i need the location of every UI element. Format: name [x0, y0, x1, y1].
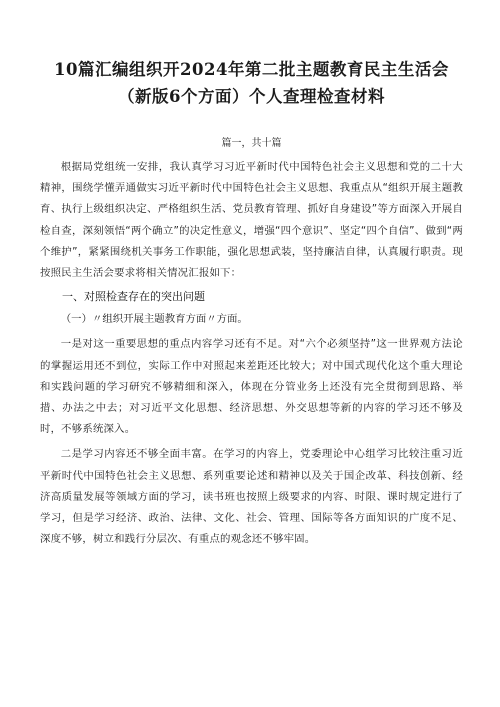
document-title: [40, 56, 463, 110]
article-label: 篇一，共十篇: [221, 138, 282, 149]
body-paragraph-1: 一是对这一重要思想的重点内容学习还有不足。对“六个必须坚持”这一世界观方法论的掌握运用还不到位，实际工作中对照起来差距还比较大；对中国式现代化这个重大理论和实践问题的学习研究不够精细和深入，体现在分管业务上还没有完全贯彻到思路、举措、办法之中去；对习近平文化思想、经济思想、外交思想等新的内容的学习还不够及时，不够系统深入。: [40, 338, 463, 436]
body-paragraph-2: 二是学习内容还不够全面丰富。在学习的内容上，党委理论中心组学习比较注重习近平新时代中国特色社会主义思想、系列重要论述和精神以及关于国企改革、科技创新、经济高质量发展等领域方面的学习，读书班也按照上级要求的内容、时限、课时规定进行了学习，但是学习经济、政治、法律、文化、社会、管理、国际等各方面知识的广度不足、深度不够，树立和践行分层次、有重点的观念还不够牢固。: [40, 448, 463, 546]
section-heading: 一、对照检查存在的突出问题: [62, 290, 205, 304]
intro-paragraph: 根据局党组统一安排，我认真学习习近平新时代中国特色社会主义思想和党的二十大精神，围绕学懂弄通做实习近平新时代中国特色社会主义思想、我重点从“组织开展主题教育、执行上级组织决定、严格组织生活、党员教育管理、抓好自身建设”等方面深入开展自检自查，深刻领悟“两个确立”的决定性意义，增强“四个意识”、坚定“四个自信”、做到“两个维护”，紧紧围绕机关事务工作职能，强化思想武装，坚持廉洁自律，认真履行职责。现按照民主生活会要求将相关情况汇报如下：: [40, 161, 463, 280]
subsection-heading: （一）〃组织开展主题教育方面〃方面。: [60, 313, 248, 326]
document-title-line1: 10篇汇编组织开2024年第二批主题教育民主生活会: [54, 60, 449, 79]
document-title-line2: （新版6个方面）个人查理检查材料: [118, 87, 385, 106]
